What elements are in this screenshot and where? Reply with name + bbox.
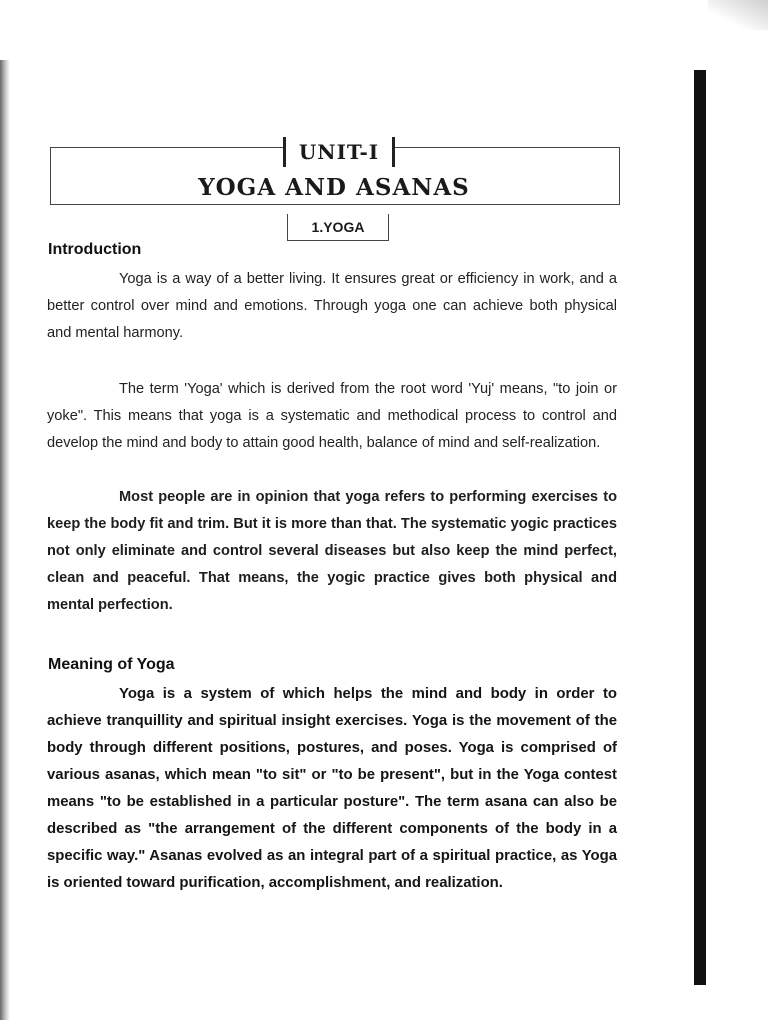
meaning-paragraph-1: Yoga is a system of which helps the mind and body in order to achieve tranquillity and spiritual insight exercises. Yoga is the movement of the body through different positions, postures, and poses. Yoga is comprised of various asanas, which mean "to sit" or "to be present", but in the Yoga contest means "to be established in a particular posture". The term asana can also be described as "the arrangement of the different components of the body in a specific way." Asanas evolved as an integral part of a spiritual practice, as Yoga is oriented toward purification, accomplishment, and realization. bbox=[47, 686, 617, 891]
page-fold-shadow bbox=[708, 0, 768, 30]
section-label: 1.YOGA bbox=[287, 214, 389, 241]
meaning-heading: Meaning of Yoga bbox=[48, 656, 175, 673]
intro-paragraph-3: Most people are in opinion that yoga refers to performing exercises to keep the body fit and trim. But it is more than that. The systematic yogic practices not only eliminate and control several diseases but also keep the mind perfect, clean and peaceful. That means, the yogic practice gives both physical and mental perfection. bbox=[47, 489, 617, 613]
chapter-title: YOGA AND ASANAS bbox=[198, 174, 470, 201]
introduction-heading: Introduction bbox=[48, 241, 142, 258]
page-edge-right bbox=[694, 70, 706, 985]
page-edge-left bbox=[0, 60, 10, 1020]
intro-paragraph-2: The term 'Yoga' which is derived from the root word 'Yuj' means, "to join or yoke". This means that yoga is a systematic and methodical process to control and develop the mind and body to attain good health, balance of mind and self-realization. bbox=[47, 381, 617, 451]
unit-label: UNIT-I bbox=[283, 137, 395, 167]
intro-paragraph-1: Yoga is a way of a better living. It ensures great or efficiency in work, and a better control over mind and emotions. Through yoga one can achieve both physical and mental harmony. bbox=[47, 271, 617, 341]
